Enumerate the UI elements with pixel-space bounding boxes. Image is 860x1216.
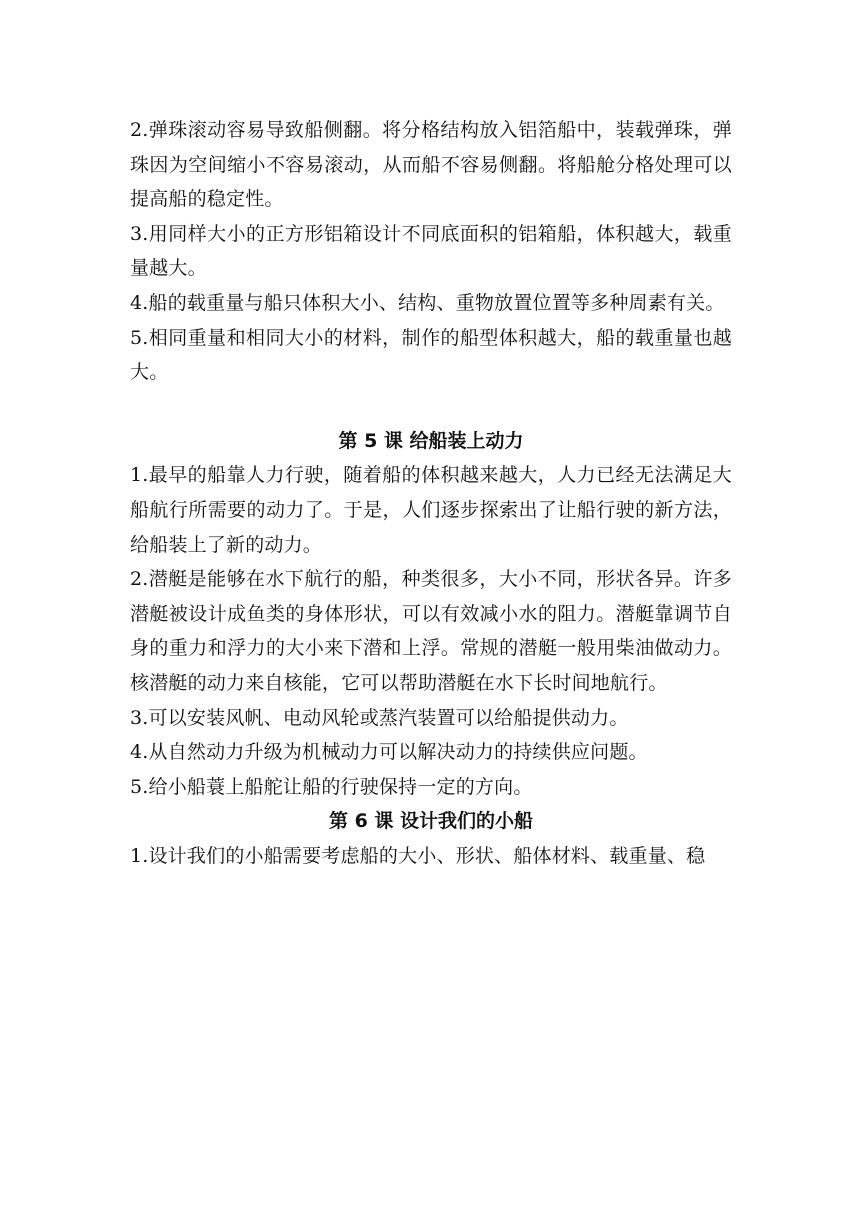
lesson-5-item-1: 1.最早的船靠人力行驶，随着船的体积越来越大，人力已经无法满足大船航行所需要的动力了。于是，人们逐步探索出了让船行驶的新方法，给船装上了新的动力。 bbox=[130, 464, 732, 556]
document-content bbox=[130, 113, 732, 873]
lesson-5-item-3: 3.可以安装风帆、电动风轮或蒸汽装置可以给船提供动力。 bbox=[130, 706, 629, 729]
lesson-6-title: 第 6 课 设计我们的小船 bbox=[328, 810, 534, 833]
lesson-5-item-5: 5.给小船蓑上船舵让船的行驶保持一定的方向。 bbox=[130, 775, 533, 798]
section-a-item-2: 2.弹珠滚动容易导致船侧翻。将分格结构放入铝箔船中，装载弹珠，弹珠因为空间缩小不容易滚动，从而船不容易侧翻。将船舱分格处理可以提高船的稳定性。 bbox=[130, 119, 732, 211]
section-a-item-5: 5.相同重量和相同大小的材料，制作的船型体积越大，船的载重量也越大。 bbox=[130, 326, 732, 384]
section-a-item-3: 3.用同样大小的正方形铝箱设计不同底面积的铝箱船，体积越大，载重量越大。 bbox=[130, 222, 732, 280]
section-a-item-4: 4.船的载重量与船只体积大小、结构、重物放置位置等多种周素有关。 bbox=[130, 291, 725, 314]
lesson-6-item-1: 1.设计我们的小船需要考虑船的大小、形状、船体材料、载重量、稳 bbox=[130, 844, 706, 867]
lesson-5-item-4: 4.从自然动力升级为机械动力可以解决动力的持续供应问题。 bbox=[130, 741, 648, 764]
lesson-5-item-2: 2.潜艇是能够在水下航行的船，种类很多，大小不同，形状各异。许多潜艇被设计成鱼类的身体形状，可以有效减小水的阻力。潜艇靠调节自身的重力和浮力的大小来下潜和上浮。常规的潜艇一般用柴油做动力。核潜艇的动力来自核能，它可以帮助潜艇在水下长时间地航行。 bbox=[130, 568, 732, 694]
section-spacer bbox=[130, 390, 732, 424]
lesson-5-title: 第 5 课 给船装上动力 bbox=[338, 429, 524, 452]
